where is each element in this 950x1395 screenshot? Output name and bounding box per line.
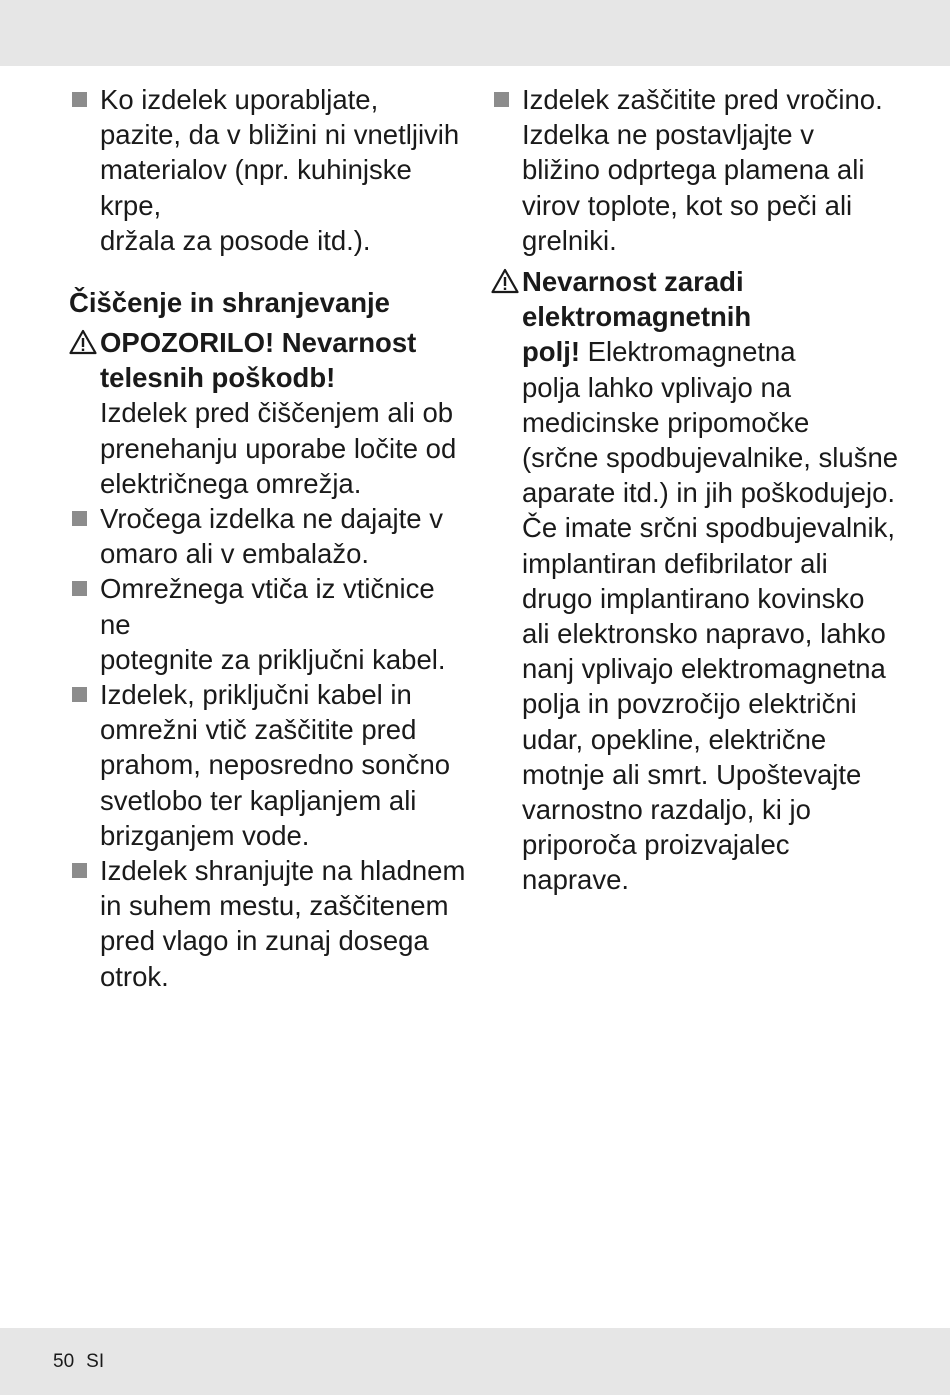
page-footer — [53, 1351, 104, 1373]
list-item — [491, 82, 901, 258]
list-item — [69, 82, 469, 258]
footer-band — [0, 1328, 950, 1395]
text-line: (srčne spodbujevalnike, slušne — [522, 442, 899, 474]
text-line: ali elektronsko napravo, lahko — [522, 618, 886, 650]
text-line: virov toplote, kot so peči ali — [522, 189, 853, 221]
square-bullet-icon — [494, 92, 509, 107]
text-line: prenehanju uporabe ločite od — [100, 432, 457, 464]
section-heading: Čiščenje in shranjevanje — [69, 287, 390, 319]
warning-triangle-icon — [69, 329, 97, 355]
text-inline: Elektromagnetna — [580, 336, 796, 368]
warning-title: polj! — [522, 336, 581, 368]
right-column — [491, 82, 901, 898]
warning-title: Nevarnost zaradi — [522, 266, 744, 298]
list-item — [69, 571, 469, 677]
text-line: drugo implantirano kovinsko — [522, 582, 865, 614]
text-line: in suhem mestu, zaščitenem — [100, 890, 449, 922]
text-line: pazite, da v bližini ni vnetljivih — [100, 119, 460, 151]
list-item — [69, 501, 469, 571]
text-line: električnega omrežja. — [100, 467, 362, 499]
text-line: Izdelka ne postavljajte v — [522, 119, 814, 151]
text-line: omaro ali v embalažo. — [100, 538, 370, 570]
text-line: medicinske pripomočke — [522, 406, 810, 438]
header-band — [0, 0, 950, 66]
text-line: brizganjem vode. — [100, 819, 310, 851]
warning-triangle-icon — [491, 268, 519, 294]
text-line: pred vlago in zunaj dosega — [100, 925, 429, 957]
text-line: Izdelek, priključni kabel in — [100, 679, 412, 711]
square-bullet-icon — [72, 581, 87, 596]
warning-title: telesnih poškodb! — [100, 362, 336, 394]
square-bullet-icon — [72, 687, 87, 702]
text-line: polja in povzročijo električni — [522, 688, 857, 720]
text-line: Izdelek zaščitite pred vročino. — [522, 84, 883, 115]
list-item — [69, 853, 469, 994]
warning-block — [69, 325, 469, 501]
text-line: Če imate srčni spodbujevalnik, — [522, 512, 895, 544]
left-column — [69, 82, 469, 994]
text-line: svetlobo ter kapljanjem ali — [100, 784, 417, 816]
square-bullet-icon — [72, 863, 87, 878]
text-line: omrežni vtič zaščitite pred — [100, 714, 417, 746]
warning-title: elektromagnetnih — [522, 301, 752, 333]
language-code: SI — [86, 1351, 105, 1372]
text-line: otrok. — [100, 960, 169, 992]
text-line: Vročega izdelka ne dajajte v — [100, 503, 443, 535]
text-line: materialov (npr. kuhinjske krpe, — [100, 154, 412, 221]
text-line: Omrežnega vtiča iz vtičnice ne — [100, 573, 435, 640]
warning-block — [491, 264, 901, 898]
text-line: varnostno razdaljo, ki jo — [522, 794, 811, 826]
text-line: potegnite za priključni kabel. — [100, 643, 446, 675]
text-line: aparate itd.) in jih poškodujejo. — [522, 477, 896, 509]
text-line: nanj vplivajo elektromagnetna — [522, 653, 886, 685]
warning-title: OPOZORILO! Nevarnost — [100, 327, 417, 359]
warning-title-line — [522, 334, 901, 369]
page-number: 50 — [53, 1351, 75, 1372]
square-bullet-icon — [72, 511, 87, 526]
text-line: motnje ali smrt. Upoštevajte — [522, 758, 862, 790]
text-line: Izdelek shranjujte na hladnem — [100, 855, 466, 887]
list-item — [69, 677, 469, 853]
text-line: naprave. — [522, 864, 630, 896]
square-bullet-icon — [72, 92, 87, 107]
text-line: držala za posode itd.). — [100, 224, 371, 256]
text-line: implantiran defibrilator ali — [522, 547, 828, 579]
text-line: priporoča proizvajalec — [522, 829, 790, 861]
text-line: Ko izdelek uporabljate, — [100, 84, 379, 115]
text-line: Izdelek pred čiščenjem ali ob — [100, 397, 454, 429]
text-line: prahom, neposredno sončno — [100, 749, 451, 781]
text-line: grelniki. — [522, 224, 617, 256]
text-line: bližino odprtega plamena ali — [522, 154, 865, 186]
text-line: udar, opekline, električne — [522, 723, 827, 755]
text-line: polja lahko vplivajo na — [522, 371, 792, 403]
